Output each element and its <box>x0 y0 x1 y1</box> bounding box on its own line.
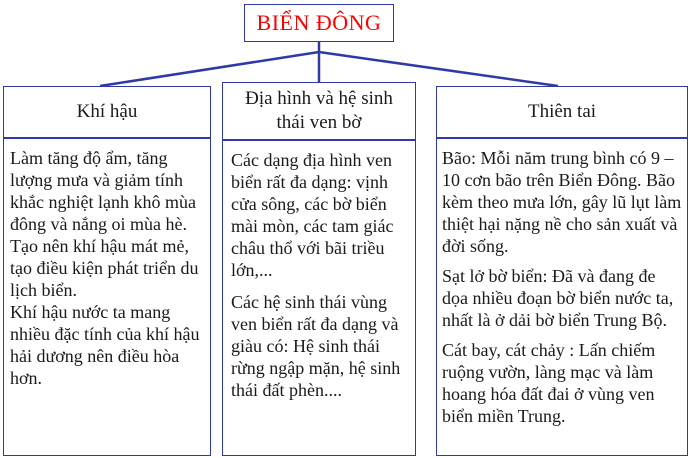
column-heading-disasters: Thiên tai <box>436 86 688 138</box>
climate-paragraph: Khí hậu nước ta mang nhiều đặc tính của khí hậu hải dương nên điều hòa hơn. <box>10 302 200 388</box>
connector-right <box>319 52 558 86</box>
column-body-climate <box>3 138 211 456</box>
column-heading-climate: Khí hậu <box>3 86 211 138</box>
climate-paragraph: Làm tăng độ ẩm, tăng lượng mưa và giảm tính khắc nghiệt lạnh khô mùa đông và nắng oi mùa hè. <box>10 148 196 234</box>
terrain-paragraph: Các dạng địa hình ven biển rất đa dạng: vịnh cửa sông, các bờ biển mài mòn, các tam giác châu thổ với bãi triều lớn,... <box>231 150 394 280</box>
disaster-paragraph: Sạt lở bờ biển: Đã và đang đe dọa nhiều đoạn bờ biển nước ta, nhất là ở dải bờ biển Trung Bộ. <box>442 266 674 330</box>
diagram-title: BIỂN ĐÔNG <box>244 4 394 42</box>
connector-left <box>100 52 319 86</box>
terrain-paragraph: Các hệ sinh thái vùng ven biển rất đa dạng và giàu có: Hệ sinh thái rừng ngập mặn, hệ sinh thái đất phèn.... <box>231 292 401 400</box>
disaster-paragraph: Bão: Mỗi năm trung bình có 9 – 10 cơn bão trên Biển Đông. Bão kèm theo mưa lớn, gây lũ lụt làm thiệt hại nặng nề cho sản xuất và đời sống. <box>442 148 682 256</box>
column-body-terrain <box>222 140 416 456</box>
column-heading-terrain: Địa hình và hệ sinh thái ven bờ <box>222 82 416 140</box>
climate-paragraph: Tạo nên khí hậu mát mẻ, tạo điều kiện phát triển du lịch biển. <box>10 236 199 300</box>
column-body-disasters <box>436 138 688 456</box>
disaster-paragraph: Cát bay, cát chảy : Lấn chiếm ruộng vườn, làng mạc và làm hoang hóa đất đai ở vùng ven biển miền Trung. <box>442 340 656 426</box>
